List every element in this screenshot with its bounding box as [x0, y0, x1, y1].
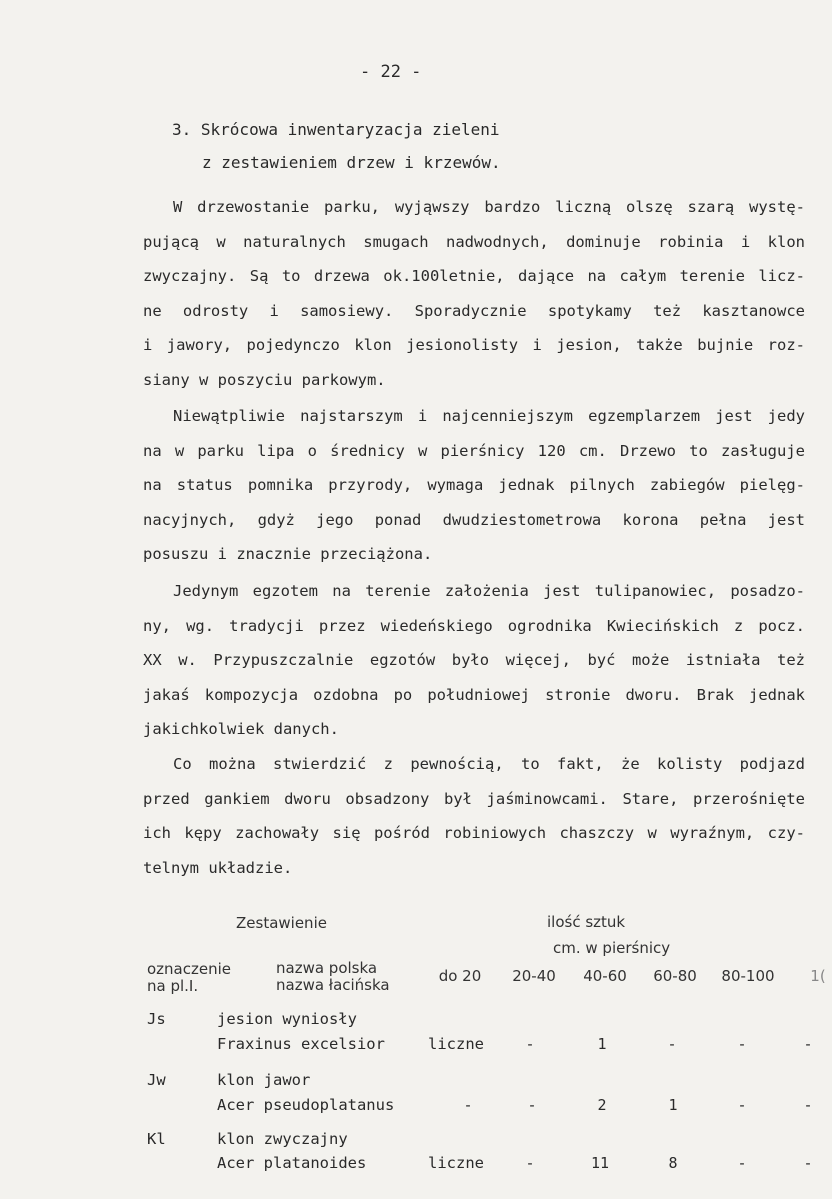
row-value: 8 — [668, 1154, 678, 1172]
row-latin-name: Fraxinus excelsior — [217, 1035, 385, 1053]
paragraph-line: pującą w naturalnych smugach nadwodnych, dominuje robinia i klon — [143, 232, 805, 251]
row-latin-name: Acer pseudoplatanus — [217, 1096, 395, 1114]
range-header: 60-80 — [653, 967, 697, 985]
paragraph-line: na w parku lipa o średnicy w pierśnicy 120 cm. Drzewo to zasługuje — [143, 441, 805, 460]
row-value: liczne — [428, 1035, 484, 1053]
diameter-header: cm. w pierśnicy — [553, 939, 671, 957]
row-value: - — [463, 1096, 473, 1114]
row-code: Kl — [147, 1130, 166, 1148]
row-value: - — [527, 1096, 537, 1114]
paragraph-2 — [143, 399, 805, 572]
paragraph-line: W drzewostanie parku, wyjąwszy bardzo liczną olszę szarą wystę- — [173, 198, 805, 216]
section-heading-line-2: z zestawieniem drzew i krzewów. — [202, 153, 501, 172]
paragraph-line: Co można stwierdzić z pewnością, to fakt, że kolisty podjazd — [173, 755, 805, 773]
paragraph-line: jakaś kompozycja ozdobna po południowej stronie dworu. Brak jednak — [143, 685, 805, 704]
paragraph-line: zwyczajny. Są to drzewa ok.100letnie, dające na całym terenie licz- — [143, 267, 805, 286]
section-heading-line-1: 3. Skrócowa inwentaryzacja zieleni — [172, 120, 500, 139]
row-value: 2 — [597, 1096, 607, 1114]
range-header: 40-60 — [583, 967, 627, 985]
row-value: - — [737, 1096, 747, 1114]
row-value: - — [803, 1035, 813, 1053]
col-name-header-2: nazwa łacińska — [276, 976, 390, 994]
row-value: - — [667, 1035, 677, 1053]
range-header: 1( — [810, 967, 826, 985]
row-code: Js — [147, 1010, 166, 1028]
row-code: Jw — [147, 1071, 166, 1089]
paragraph-line: ne odrosty i samosiewy. Sporadycznie spotykamy też kasztanowce — [143, 301, 805, 320]
col-name-header-1: nazwa polska — [276, 959, 378, 977]
paragraph-line: Niewątpliwie najstarszym i najcenniejszym egzemplarzem jest jedy — [173, 407, 805, 425]
paragraph-line: przed gankiem dworu obsadzony był jaśminowcami. Stare, przerośnięte — [143, 789, 805, 808]
paragraph-line: ny, wg. tradycji przez wiedeńskiego ogrodnika Kwiecińskich z pocz. — [143, 616, 805, 635]
paragraph-line: XX w. Przypuszczalnie egzotów było więcej, być może istniała też — [143, 651, 805, 670]
row-value: - — [737, 1035, 747, 1053]
paragraph-line: na status pomnika przyrody, wymaga jednak pilnych zabiegów pielęg- — [143, 476, 805, 495]
range-header: do 20 — [438, 967, 482, 985]
col-code-header-2: na pl.I. — [147, 977, 199, 995]
range-header: 20-40 — [512, 967, 556, 985]
row-polish-name: jesion wyniosły — [217, 1010, 357, 1028]
paragraph-line: telnym układzie. — [143, 858, 293, 877]
row-value: - — [525, 1154, 535, 1172]
row-value: - — [803, 1154, 813, 1172]
paragraph-line: posuszu i znacznie przeciążona. — [143, 545, 433, 564]
qty-header: ilość sztuk — [547, 913, 626, 931]
row-latin-name: Acer platanoides — [217, 1154, 367, 1172]
paragraph-line: nacyjnych, gdyż jego ponad dwudziestometrowa korona pełna jest — [143, 510, 805, 529]
paragraph-line: siany w poszyciu parkowym. — [143, 370, 386, 389]
paragraph-line: jakichkolwiek danych. — [143, 720, 339, 739]
paragraph-line: i jawory, pojedynczo klon jesionolisty i jesion, także bujnie roz- — [143, 336, 805, 355]
row-value: - — [803, 1096, 813, 1114]
row-polish-name: klon zwyczajny — [217, 1130, 348, 1148]
paragraph-1 — [143, 190, 805, 398]
paragraph-3 — [143, 574, 805, 747]
paragraph-line: Jedynym egzotem na terenie założenia jest tulipanowiec, posadzo- — [173, 582, 805, 600]
row-value: - — [737, 1154, 747, 1172]
row-polish-name: klon jawor — [217, 1071, 311, 1089]
row-value: - — [525, 1035, 535, 1053]
row-value: 1 — [668, 1096, 678, 1114]
row-value: liczne — [428, 1154, 484, 1172]
page-number: - 22 - — [360, 62, 422, 82]
paragraph-line: ich kępy zachowały się pośród robiniowych chaszczy w wyraźnym, czy- — [143, 824, 805, 843]
col-code-header-1: oznaczenie — [147, 960, 232, 978]
row-value: 11 — [590, 1154, 610, 1172]
row-value: 1 — [597, 1035, 607, 1053]
range-header: 80-100 — [721, 967, 775, 985]
paragraph-4 — [143, 747, 805, 885]
table-title: Zestawienie — [236, 914, 327, 932]
